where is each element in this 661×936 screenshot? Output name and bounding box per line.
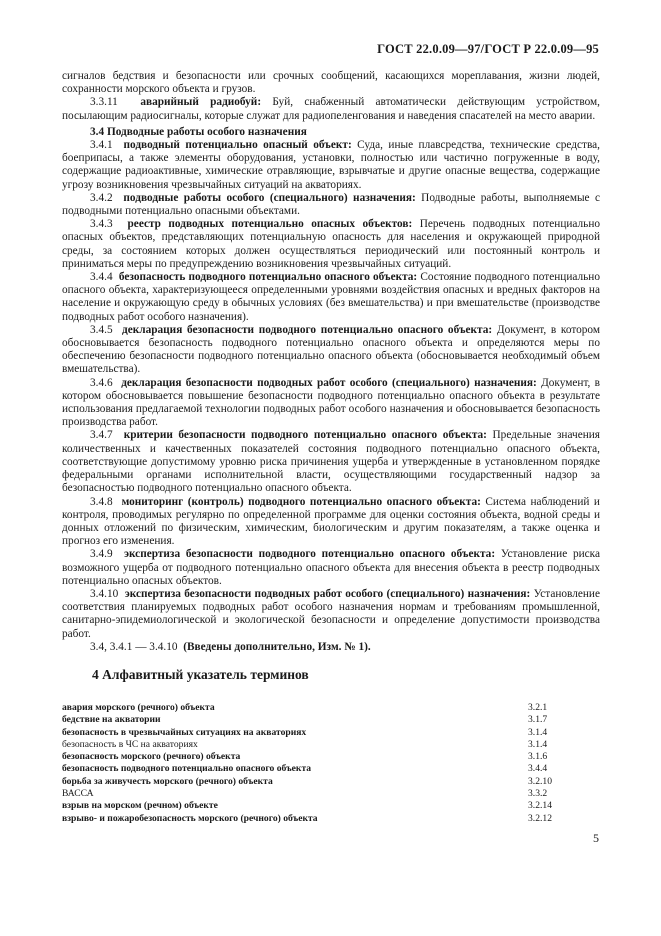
index-term: безопасность в чрезвычайных ситуациях на акваториях <box>62 726 307 738</box>
index-term: взрыв на морском (речном) объекте <box>62 800 218 812</box>
index-term: бедствие на акватории <box>62 714 161 726</box>
clause-number: 3.4.2 <box>90 191 113 204</box>
index-ref: 3.1.4 <box>528 738 548 750</box>
amendment-note <box>62 641 600 654</box>
index-ref: 3.1.6 <box>528 751 548 763</box>
clause-3-4-8 <box>62 496 600 549</box>
index-term: безопасность в ЧС на акваториях <box>62 738 198 750</box>
index-term: ВАССА <box>62 788 94 800</box>
index-term: борьба за живучесть морского (речного) объекта <box>62 775 273 787</box>
index-row <box>62 788 600 800</box>
clause-text: Суда, иные плавсредства, технические средства, боеприпасы, а также элементы оборудования, установки, полностью или частично погруженные в воду, содержащие радиоактивные, химические отравляющие, взрывчатые и другие опасные вещества, содержащие угрозу возникновения чрезвычайных ситуаций на акваториях. <box>62 139 600 191</box>
document-body <box>62 70 600 654</box>
clause-text: Предельные значения количественных и качественных показателей состояния подводного потенциально опасного объекта, соответствующие допустимому уровню риска причинения ущерба и утвержденные в установленном порядке федеральными органами исполнительной власти, осуществляющими государственный надзор за безопасностью подводного потенциально опасного объекта. <box>62 429 600 495</box>
clause-text: Система наблюдений и контроля, проводимых регулярно по определенной программе для оценки состояния объекта, водной среды и донных отложений по физическим, химическим, биологическим и другим показателям, а также оценка и прогноз его изменения. <box>62 495 600 548</box>
index-row <box>62 813 600 825</box>
clause-term: реестр подводных потенциально опасных объектов: <box>127 218 413 231</box>
index-row <box>62 776 600 788</box>
clause-term: подводный потенциально опасный объект: <box>123 139 352 152</box>
index-term: взрыво- и пожаробезопасность морского (речного) объекта <box>62 812 318 824</box>
clause-number: 3.4.1 <box>90 139 113 152</box>
index-row <box>62 751 600 763</box>
clause-term: безопасность подводного потенциально опасного объекта: <box>118 271 418 284</box>
clause-3-4-5 <box>62 324 600 377</box>
clause-3-3-11 <box>62 96 600 122</box>
clause-term: критерии безопасности подводного потенциально опасного объекта: <box>123 429 487 442</box>
clause-term: мониторинг (контроль) подводного потенциально опасного объекта: <box>121 495 481 508</box>
clause-3-4-10 <box>62 588 600 641</box>
index-row <box>62 714 600 726</box>
term-index <box>62 702 600 825</box>
amendment-text: (Введены дополнительно, Изм. № 1). <box>183 640 371 653</box>
page-header: ГОСТ 22.0.09—97/ГОСТ Р 22.0.09—95 <box>377 42 599 56</box>
clause-3-4-9 <box>62 548 600 588</box>
subsection-heading-3-4: 3.4 Подводные работы особого назначения <box>90 125 307 138</box>
clause-number: 3.4, 3.4.1 — 3.4.10 <box>90 640 178 653</box>
paragraph-continuation: сигналов бедствия и безопасности или срочных сообщений, касающихся мореплавания, жизни людей, сохранности морского объекта и грузов. <box>62 70 600 96</box>
clause-number: 3.4.3 <box>90 218 113 231</box>
page-number: 5 <box>593 831 599 845</box>
clause-number: 3.4.9 <box>90 548 113 561</box>
clause-term: аварийный радиобуй: <box>140 96 262 109</box>
index-row <box>62 739 600 751</box>
index-row <box>62 800 600 812</box>
index-ref: 3.2.14 <box>528 800 552 812</box>
clause-number: 3.4.5 <box>90 323 113 336</box>
clause-text: Буй, снабженный автоматически действующим устройством, посылающим радиосигналы, которые служат для радиопеленгования и наведения спасателей на место аварии. <box>62 96 600 122</box>
clause-text: Установление риска возможного ущерба от подводного потенциально опасного объекта для внесения объекта в реестр подводных потенциально опасных объектов. <box>62 548 600 587</box>
index-row <box>62 702 600 714</box>
clause-3-4-3 <box>62 218 600 271</box>
index-ref: 3.2.10 <box>528 775 552 787</box>
clause-number: 3.4.7 <box>90 429 113 442</box>
index-ref: 3.3.2 <box>528 788 548 800</box>
clause-3-4-6 <box>62 377 600 430</box>
clause-number: 3.4.6 <box>90 376 113 389</box>
clause-text: Установление соответствия планируемых подводных работ особого назначения нормам и требованиям промышленной, санитарно-эпидемиологической и экологической безопасности и определение допустимости производства работ. <box>62 587 600 640</box>
index-term: безопасность морского (речного) объекта <box>62 751 241 763</box>
index-ref: 3.2.12 <box>528 812 552 824</box>
clause-text: Документ, в котором обосновывается безопасность подводного потенциально опасного объекта и определяются меры по обеспечению безопасности подводного потенциально опасного объекта (обосновывается необходимый объем вмешательства). <box>62 323 601 376</box>
clause-text: Документ, в котором обосновывается повышение безопасности подводного потенциально опасного объекта в результате использования предлагаемой технологии подводных работ особого назначения и обосновывается безопасность производства работ. <box>62 376 600 429</box>
clause-number: 3.3.11 <box>90 96 118 109</box>
clause-term: декларация безопасности подводного потенциально опасного объекта: <box>122 323 493 336</box>
clause-term: декларация безопасности подводных работ особого (специального) назначения: <box>121 376 537 389</box>
index-ref: 3.1.4 <box>528 726 548 738</box>
clause-3-4-4 <box>62 271 600 324</box>
clause-term: экспертиза безопасности подводного потенциально опасного объекта: <box>124 548 496 561</box>
section-heading-4: 4 Алфавитный указатель терминов <box>92 667 309 682</box>
index-ref: 3.2.1 <box>528 702 548 713</box>
index-term: авария морского (речного) объекта <box>62 702 215 713</box>
clause-3-4-2 <box>62 192 600 218</box>
clause-3-4-1 <box>62 139 600 192</box>
clause-term: подводные работы особого (специального) назначения: <box>123 191 416 204</box>
clause-3-4-7 <box>62 429 600 495</box>
clause-number: 3.4.4 <box>90 271 113 284</box>
clause-text: Перечень подводных потенциально опасных объектов, представляющих потенциальную опасность для населения и окружающей природной среды, за состоянием которых должен осуществляться периодический или постоянный контроль и приниматься меры по предупреждению возникновения чрезвычайных ситуаций. <box>62 218 601 270</box>
clause-text: Подводные работы, выполняемые с подводными потенциально опасными объектами. <box>62 191 600 218</box>
index-term: безопасность подводного потенциально опасного объекта <box>62 763 312 775</box>
index-row <box>62 727 600 739</box>
clause-number: 3.4.10 <box>90 587 119 600</box>
clause-text: Состояние подводного потенциально опасного объекта, характеризующееся определенными уровнями воздействия опасных и вредных факторов на население и окружающую среду в обычных условиях (без вмешательства) и при вмешательстве (производстве подводных работ особого назначения). <box>62 271 600 323</box>
clause-number: 3.4.8 <box>90 495 113 508</box>
index-ref: 3.4.4 <box>528 763 548 775</box>
index-ref: 3.1.7 <box>528 714 548 726</box>
clause-term: экспертиза безопасности подводных работ особого (специального) назначения: <box>124 587 531 600</box>
index-row <box>62 763 600 775</box>
